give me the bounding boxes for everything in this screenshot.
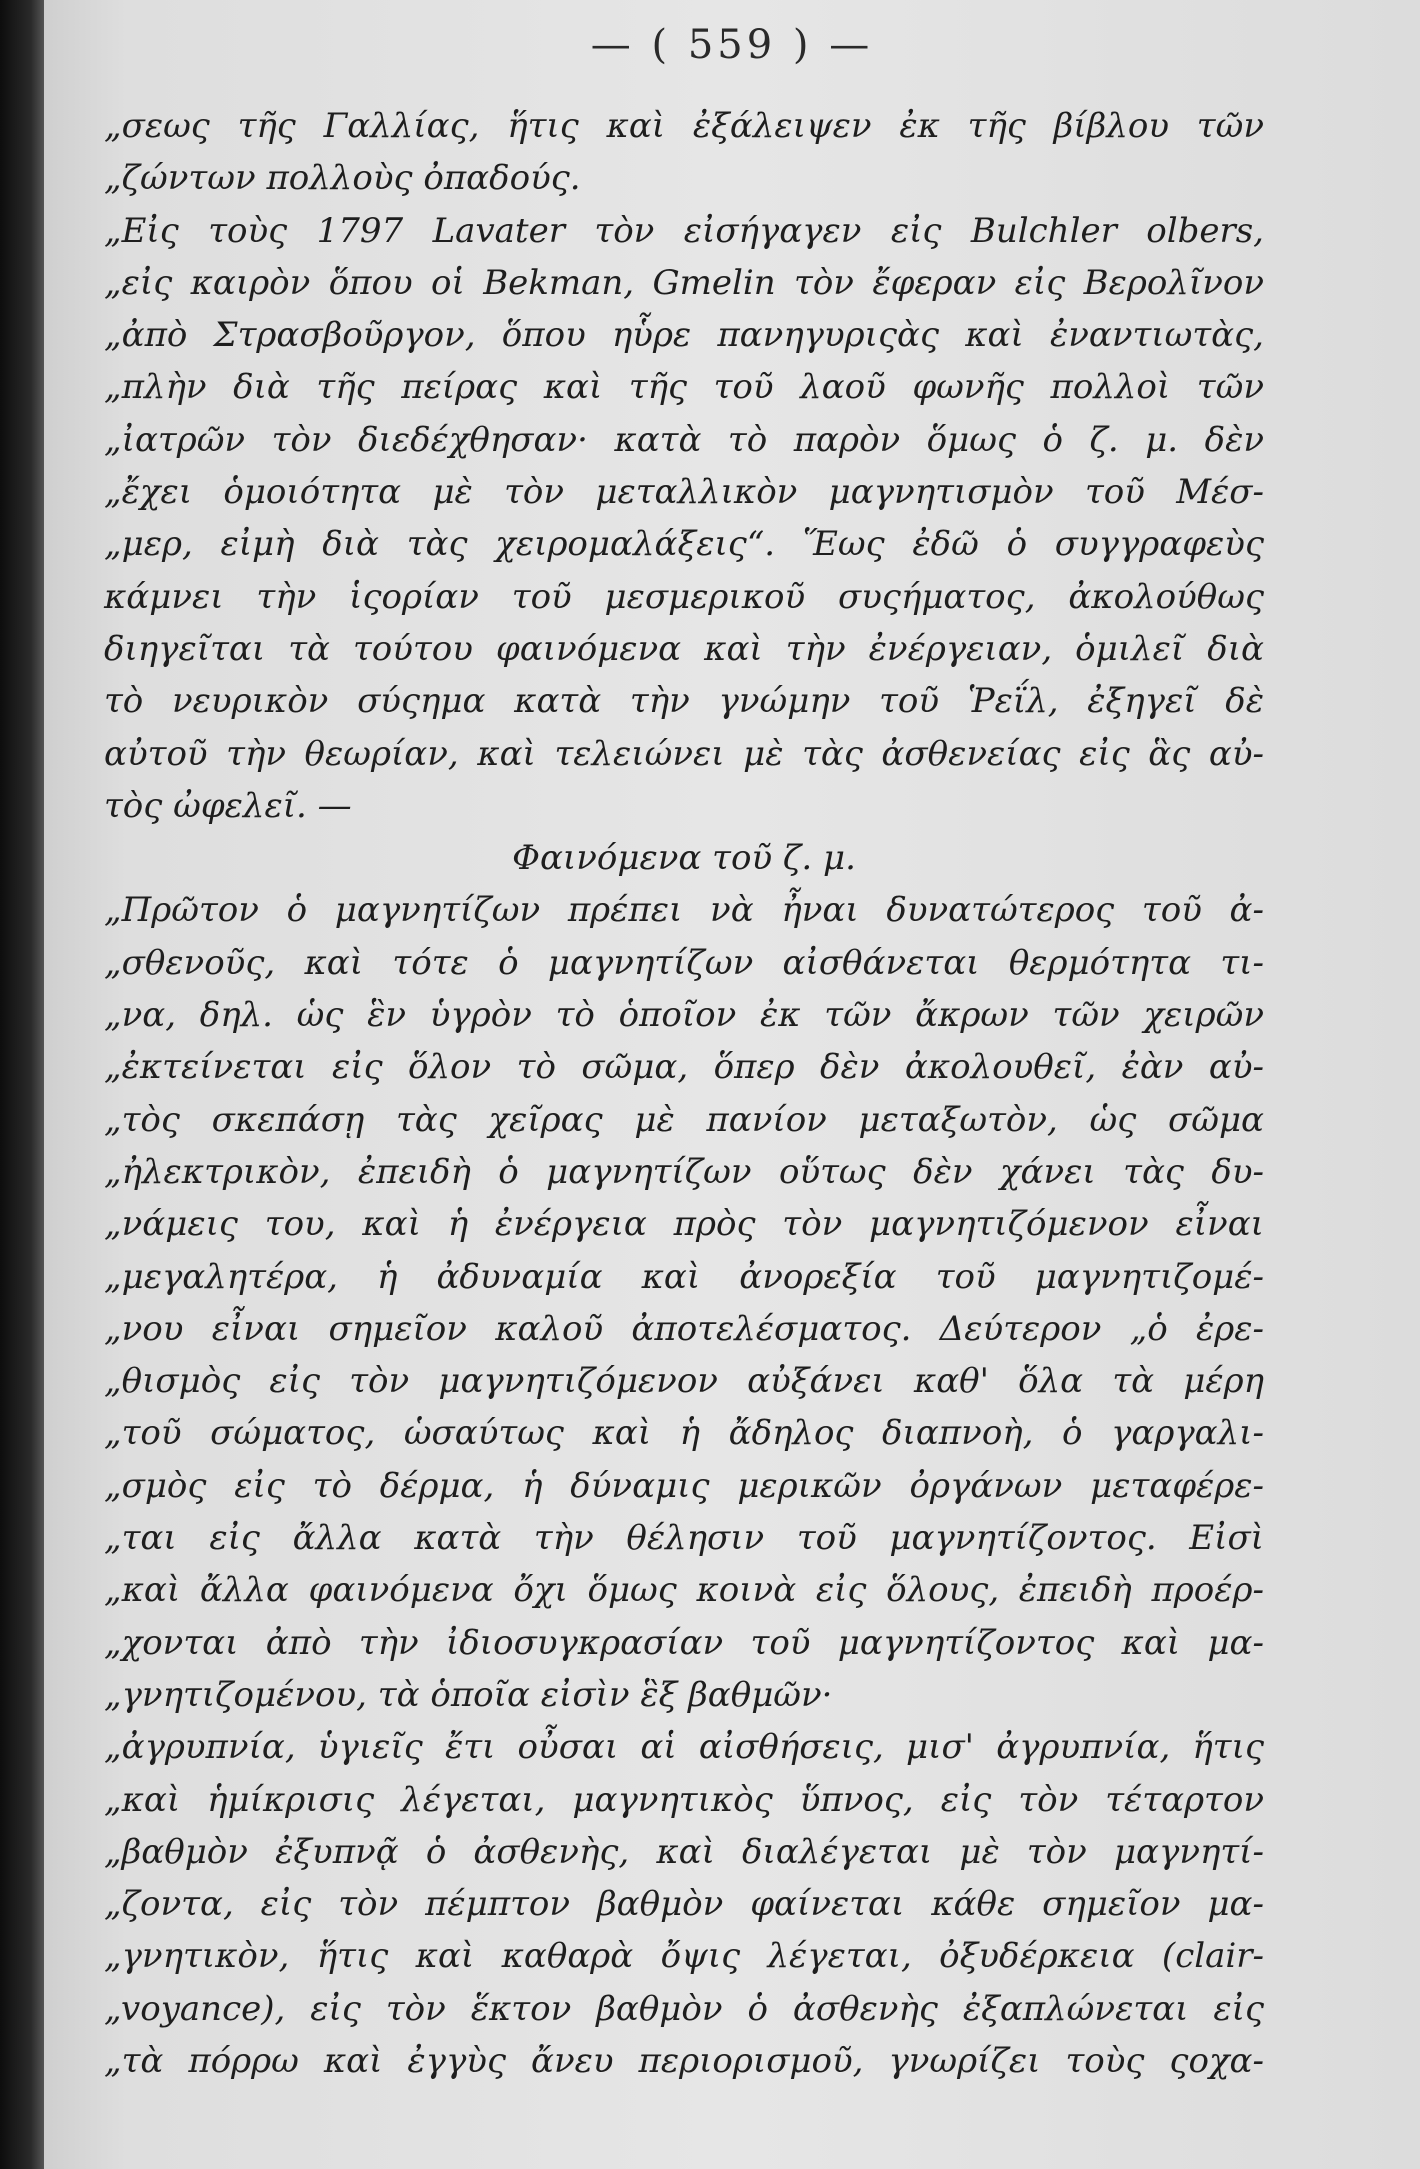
text-line: „τὰ πόρρω καὶ ἐγγὺς ἄνευ περιορισμοῦ, γνωρίζει τοὺς ςοχα- — [104, 2040, 1264, 2081]
text-line: „βαθμὸν ἐξυπνᾷ ὁ ἀσθενὴς, καὶ διαλέγεται μὲ τὸν μαγνητί- — [104, 1831, 1264, 1872]
text-line: „μερ, εἰμὴ διὰ τὰς χειρομαλάξεις“. Ἕως ἐδῶ ὁ συγγραφεὺς — [104, 524, 1264, 565]
text-line: „Πρῶτον ὁ μαγνητίζων πρέπει νὰ ἦναι δυνατώτερος τοῦ ἀ- — [104, 890, 1264, 931]
text-line: κάμνει τὴν ἱςορίαν τοῦ μεσμερικοῦ συςήματος, ἀκολούθως — [104, 576, 1264, 617]
book-gutter-edge — [0, 0, 44, 2169]
text-line: „voyance), εἰς τὸν ἕκτον βαθμὸν ὁ ἀσθενὴς ἐξαπλώνεται εἰς — [104, 1988, 1264, 2029]
text-line: „ἐκτείνεται εἰς ὅλον τὸ σῶμα, ὅπερ δὲν ἀκολουθεῖ, ἐὰν αὐ- — [104, 1047, 1264, 1088]
text-line: „καὶ ἄλλα φαινόμενα ὄχι ὅμως κοινὰ εἰς ὅλους, ἐπειδὴ προέρ- — [104, 1570, 1264, 1611]
text-line: „σθενοῦς, καὶ τότε ὁ μαγνητίζων αἰσθάνεται θερμότητα τι- — [104, 942, 1264, 983]
section-heading: Φαινόμενα τοῦ ζ. μ. — [512, 838, 856, 879]
text-line: „ζοντα, εἰς τὸν πέμπτον βαθμὸν φαίνεται κάθε σημεῖον μα- — [104, 1884, 1264, 1925]
page-number-header: — ( 559 ) — — [590, 22, 874, 68]
text-line: „γνητιζομένου, τὰ ὁποῖα εἰσὶν ἓξ βαθμῶν· — [104, 1674, 833, 1715]
book-page — [44, 0, 1420, 2169]
text-line: τὸς ὠφελεῖ. — — [104, 785, 352, 826]
text-line: „μεγαλητέρα, ἡ ἀδυναμία καὶ ἀνορεξία τοῦ μαγνητιζομέ- — [104, 1256, 1264, 1297]
text-line: „γνητικὸν, ἥτις καὶ καθαρὰ ὄψις λέγεται, ὀξυδέρκεια (clair- — [104, 1936, 1264, 1977]
text-line: „πλὴν διὰ τῆς πείρας καὶ τῆς τοῦ λαοῦ φωνῆς πολλοὶ τῶν — [104, 367, 1264, 408]
text-line: „νου εἶναι σημεῖον καλοῦ ἀποτελέσματος. Δεύτερον „ὁ ἐρε- — [104, 1308, 1264, 1349]
text-line: „ζώντων πολλοὺς ὀπαδούς. — [104, 158, 581, 199]
text-line: αὐτοῦ τὴν θεωρίαν, καὶ τελειώνει μὲ τὰς ἀσθενείας εἰς ἃς αὐ- — [104, 733, 1264, 774]
body-text — [104, 100, 1264, 2087]
text-line: „ἰατρῶν τὸν διεδέχθησαν· κατὰ τὸ παρὸν ὅμως ὁ ζ. μ. δὲν — [104, 419, 1264, 460]
text-line: „τοῦ σώματος, ὡσαύτως καὶ ἡ ἄδηλος διαπνοὴ, ὁ γαργαλι- — [104, 1413, 1264, 1454]
text-line: „ἔχει ὁμοιότητα μὲ τὸν μεταλλικὸν μαγνητισμὸν τοῦ Μέσ- — [104, 472, 1264, 513]
text-line: „σεως τῆς Γαλλίας, ἥτις καὶ ἐξάλειψεν ἐκ τῆς βίβλου τῶν — [104, 106, 1264, 146]
text-line: „καὶ ἡμίκρισις λέγεται, μαγνητικὸς ὕπνος, εἰς τὸν τέταρτον — [104, 1779, 1264, 1820]
text-line: „Εἰς τοὺς 1797 Lavater τὸν εἰσήγαγεν εἰς Bulchler olbers, — [104, 210, 1264, 251]
text-line: διηγεῖται τὰ τούτου φαινόμενα καὶ τὴν ἐνέργειαν, ὁμιλεῖ διὰ — [104, 628, 1264, 669]
text-line: „θισμὸς εἰς τὸν μαγνητιζόμενον αὐξάνει καθ' ὅλα τὰ μέρη — [104, 1361, 1264, 1402]
text-line: „σμὸς εἰς τὸ δέρμα, ἡ δύναμις μερικῶν ὀργάνων μεταφέρε- — [104, 1465, 1264, 1506]
text-line: „τὸς σκεπάσῃ τὰς χεῖρας μὲ πανίον μεταξωτὸν, ὡς σῶμα — [104, 1099, 1264, 1140]
text-line: „να, δηλ. ὡς ἓν ὑγρὸν τὸ ὁποῖον ἐκ τῶν ἄκρων τῶν χειρῶν — [104, 995, 1264, 1036]
text-line: „εἰς καιρὸν ὅπου οἱ Bekman, Gmelin τὸν ἔφεραν εἰς Βερολῖνον — [104, 262, 1264, 303]
text-line: „νάμεις του, καὶ ἡ ἐνέργεια πρὸς τὸν μαγνητιζόμενον εἶναι — [104, 1204, 1264, 1245]
text-line: „ται εἰς ἄλλα κατὰ τὴν θέλησιν τοῦ μαγνητίζοντος. Εἰσὶ — [104, 1518, 1264, 1559]
text-line: „ἀπὸ Στρασβοῦργον, ὅπου ηὗρε πανηγυριςὰς καὶ ἐναντιωτὰς, — [104, 315, 1264, 356]
text-line: τὸ νευρικὸν σύςημα κατὰ τὴν γνώμην τοῦ Ῥεΐλ, ἐξηγεῖ δὲ — [104, 681, 1264, 722]
text-line: „ἠλεκτρικὸν, ἐπειδὴ ὁ μαγνητίζων οὕτως δὲν χάνει τὰς δυ- — [104, 1151, 1264, 1192]
text-line: „χονται ἀπὸ τὴν ἰδιοσυγκρασίαν τοῦ μαγνητίζοντος καὶ μα- — [104, 1622, 1264, 1663]
text-line: „ἀγρυπνία, ὑγιεῖς ἔτι οὖσαι αἱ αἰσθήσεις, μισ' ἀγρυπνία, ἥτις — [104, 1727, 1264, 1768]
